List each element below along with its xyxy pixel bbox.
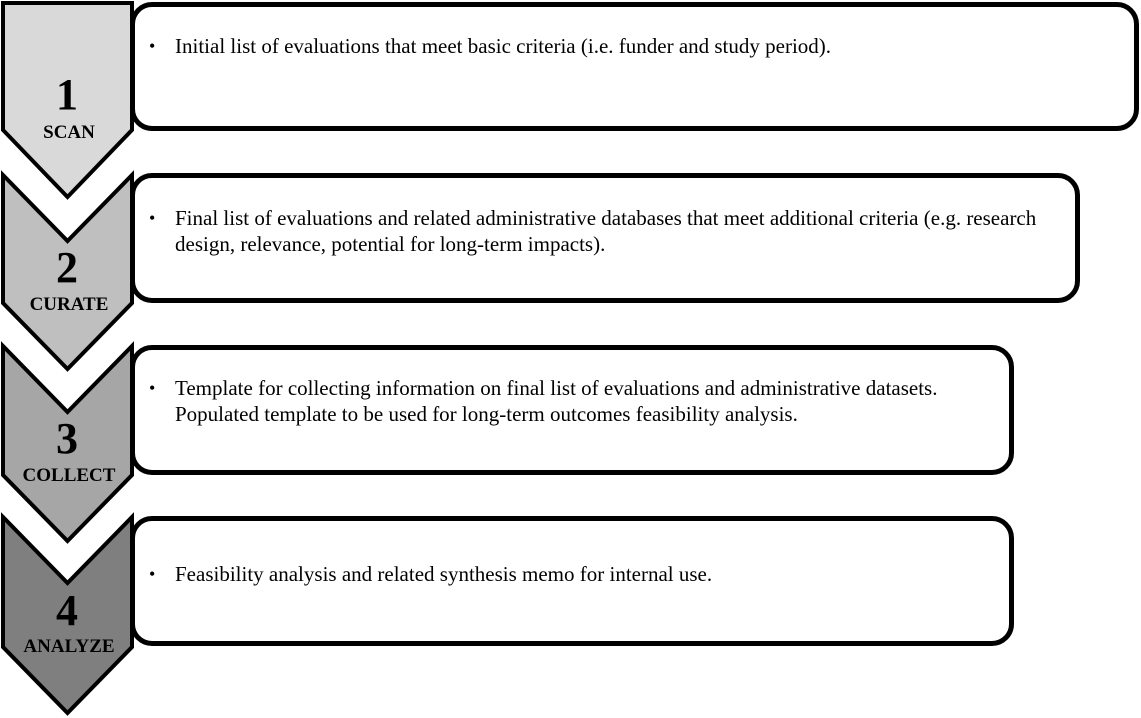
step-4-bullet-text: Feasibility analysis and related synthesis memo for internal use. [175,562,713,586]
list-item [149,375,987,427]
step-3-bullet-list [149,350,987,452]
step-3-number: 3 [56,414,78,463]
step-3-description-box [130,345,1014,475]
step-2-bullet-list [149,178,1053,284]
step-3-bullet-text: Template for collecting information on final list of evaluations and administrative datasets. Populated template to be used for long-term outcomes feasibility analysis. [175,376,938,426]
step-2-number: 2 [56,243,78,292]
bullet-icon: • [149,208,156,228]
step-1-number: 1 [56,70,78,119]
list-item [149,205,1053,257]
bullet-icon: • [149,564,156,584]
step-4-bullet-list [149,521,987,627]
list-item [149,561,987,587]
step-2-bullet-text: Final list of evaluations and related administrative databases that meet additional criteria (e.g. research design, relevance, potential for long-term impacts). [175,206,1037,256]
step-3-label: COLLECT [22,465,116,486]
step-4-label: ANALYZE [23,636,115,657]
list-item [149,33,1112,59]
step-4-number: 4 [56,586,78,635]
step-2-label: CURATE [29,294,109,315]
step-1-bullet-text: Initial list of evaluations that meet basic criteria (i.e. funder and study period). [175,33,832,58]
bullet-icon: • [149,35,156,56]
step-4-description-box [130,516,1014,646]
step-1-description-box [130,2,1139,131]
step-1-bullet-list [149,7,1112,84]
step-1-label: SCAN [43,122,95,143]
bullet-icon: • [149,378,156,398]
step-2-description-box [130,173,1080,303]
